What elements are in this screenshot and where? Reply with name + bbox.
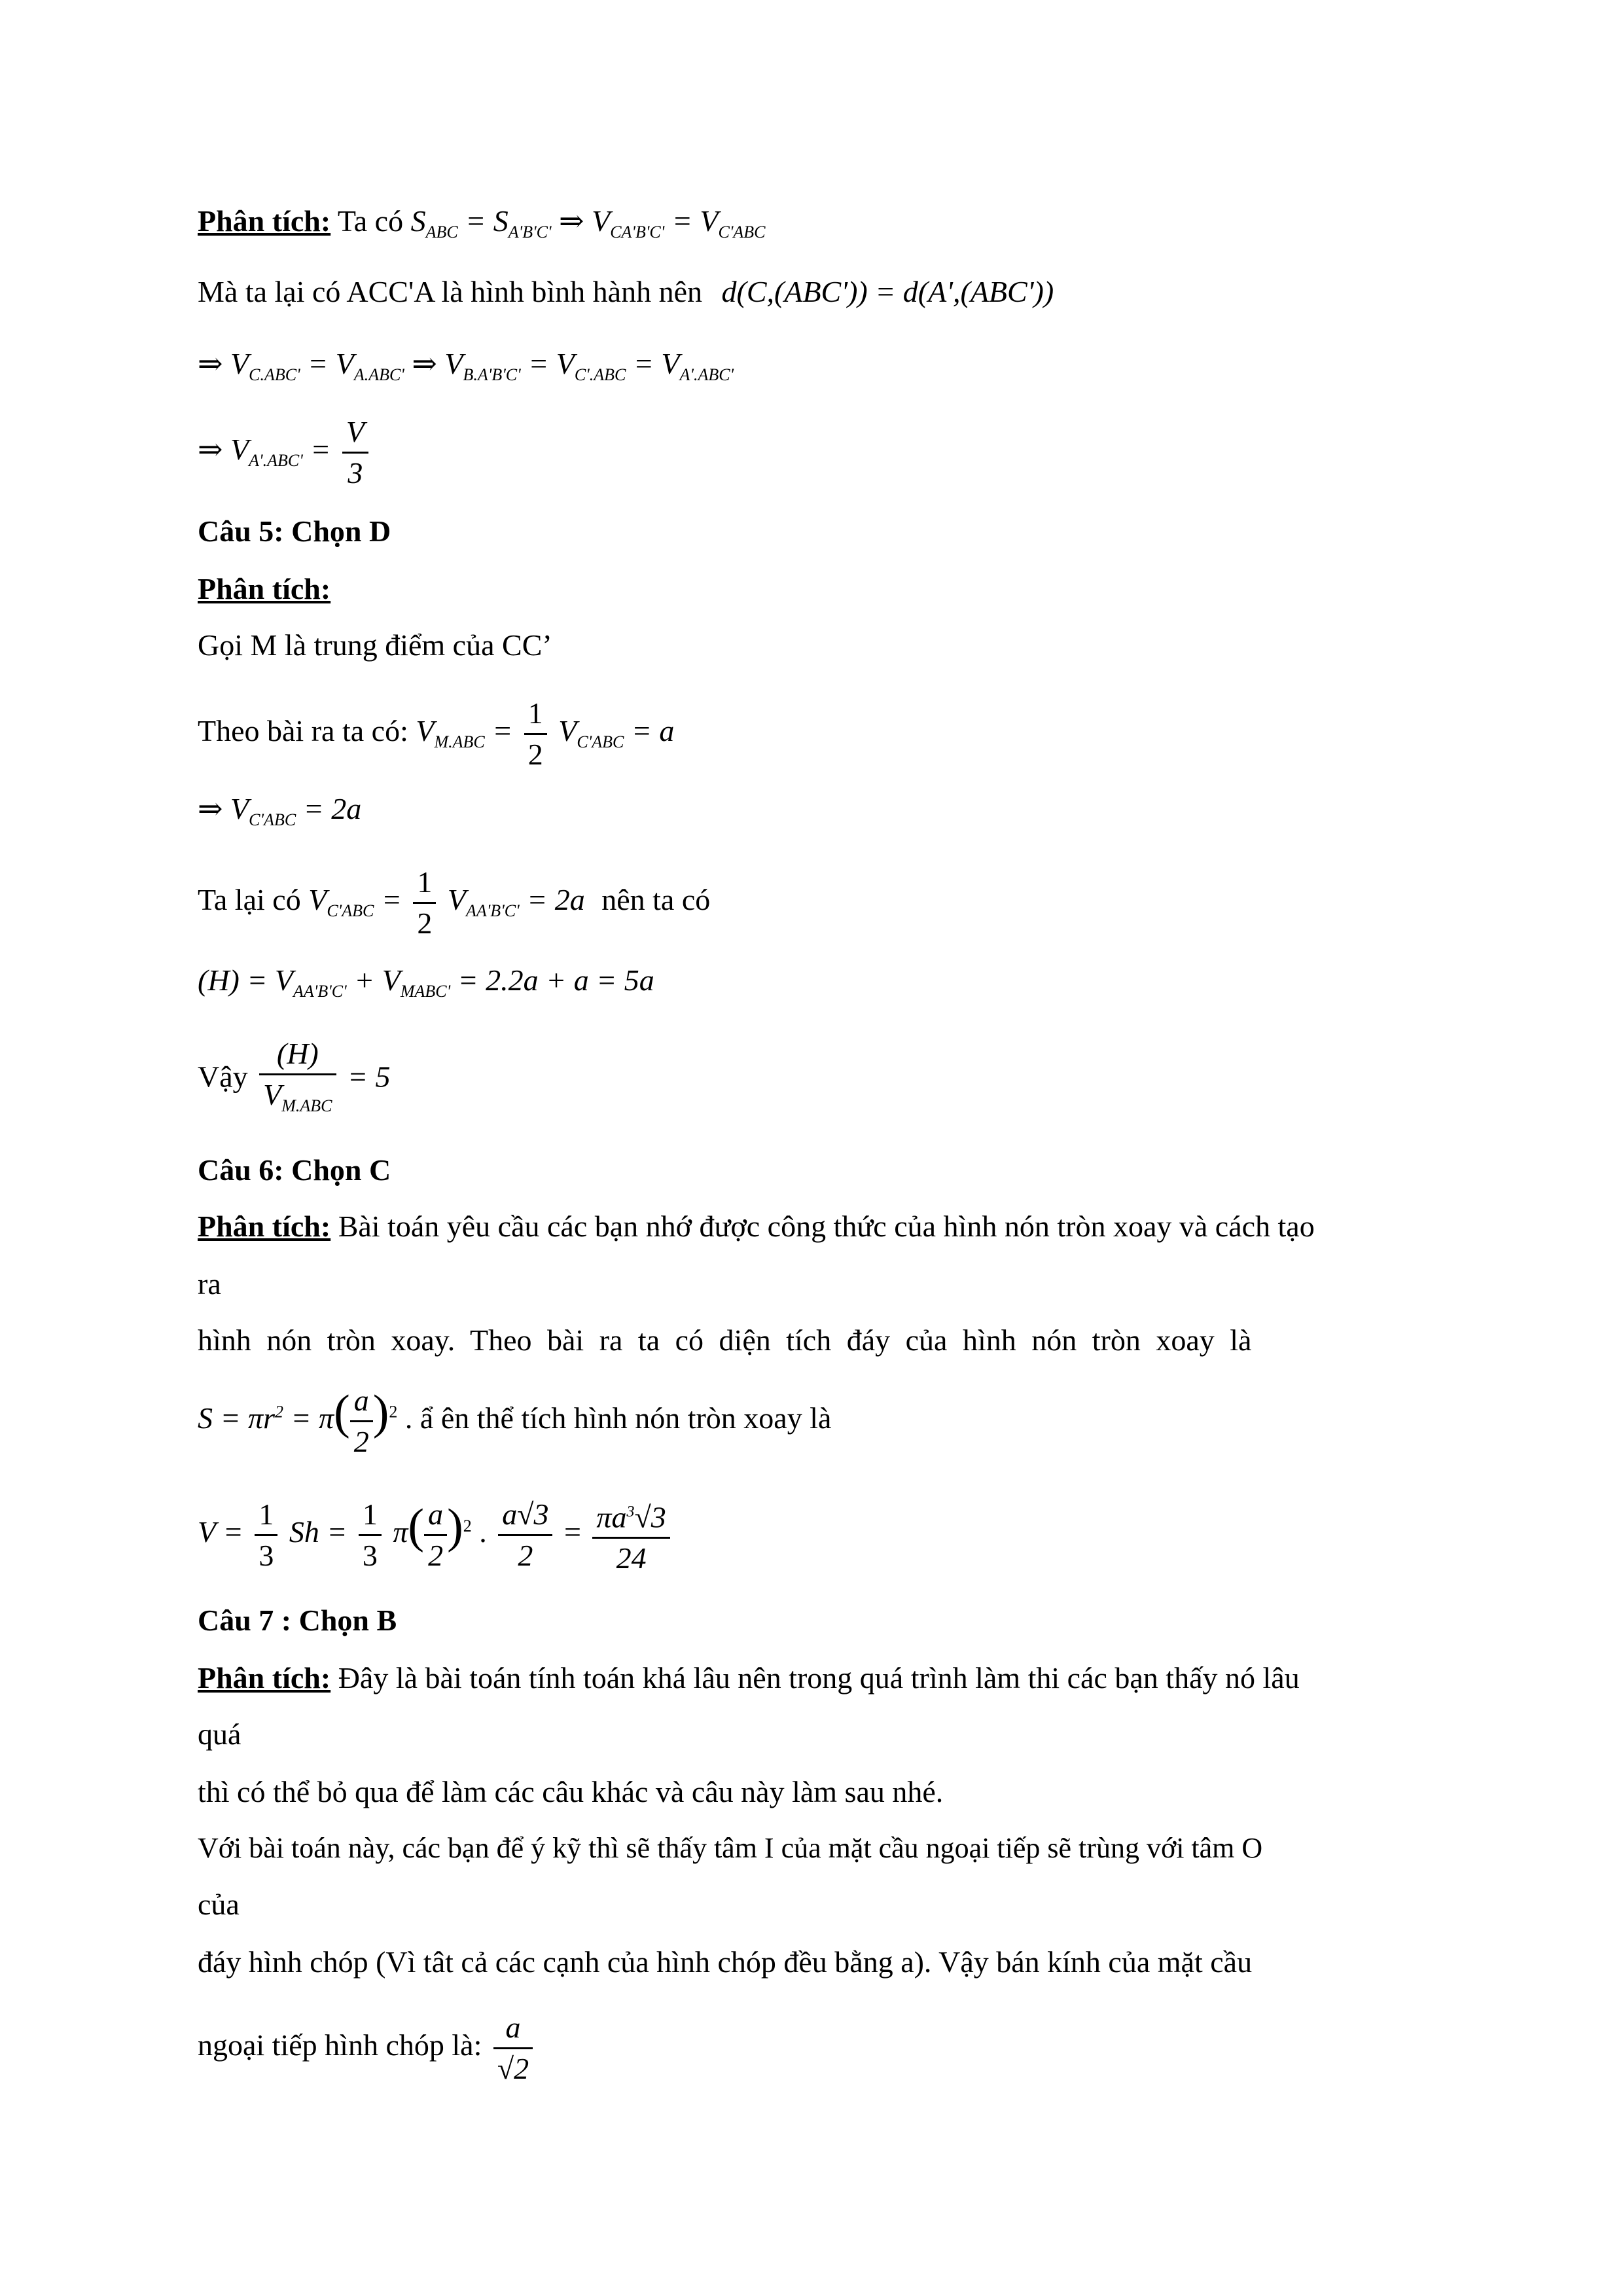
volume-equation-1: ⇒ $V_{C.ABC'} = V_{A.ABC'}$ ⇒ $V_{B.A'B'C'} = V_{C'.ABC} = V_{A'.ABC'}$ (198, 347, 734, 385)
question-7-line-6: đáy hình chóp (Vì tât cả các cạnh của hình chóp đều bằng a). Vậy bán kính của mặt cầu (198, 1945, 1253, 1979)
question-7-line-1 (198, 1660, 1300, 1696)
question-6-line-5: V = $\frac{1}{3}$ Sh = $\frac{1}{3}$ π( $\frac{a}{2}$ )$^2$ . $\frac{a√3}{2}$ = $\frac{\pi a^3√3}{24}$ (198, 1492, 674, 1578)
question-5-line-5: $(H) = V_{AA'B'C'} + V_{MABC'} = 2.2a + a = 5a$ (198, 963, 654, 1001)
question-7-line-7: ngoại tiếp hình chóp là: $\frac{a}{√2}$ (198, 2008, 537, 2089)
question-6-line-3: hình nón tròn xoay. Theo bài ra ta có diện tích đáy của hình nón tròn xoay là (198, 1323, 1252, 1357)
volume-equation-2: ⇒ $V_{A'.ABC'}$ = $\frac{V}{3}$ (198, 412, 372, 493)
question-5-line-3: ⇒ $V_{C'ABC} = 2a$ (198, 792, 362, 830)
question-6-line-2: ra (198, 1267, 221, 1300)
question-5-line-4: Ta lại có $V_{C'ABC}$ = $\frac{1}{2}$ $V_{AA'B'C'} = 2a$ nên ta có (198, 863, 710, 943)
distance-equation: d(C,(ABC')) = d(A',(ABC')) (721, 275, 1054, 308)
question-5-analysis-label: Phân tích: (198, 572, 331, 605)
question-6-line-4: $S = \pi r^2 = \pi$( $\frac{a}{2}$ )$^2$ . ẩ ên thể tích hình nón tròn xoay là (198, 1381, 831, 1462)
analysis-label: Phân tích: (198, 204, 331, 238)
q6-line-1-text: Bài toán yêu cầu các bạn nhớ được công thức của hình nón tròn xoay và cách tạo (338, 1210, 1315, 1243)
parallelogram-text: Mà ta lại có ACC'A là hình bình hành nên (198, 275, 703, 308)
question-7-line-3: thì có thể bỏ qua để làm các câu khác và câu này làm sau nhé. (198, 1775, 944, 1808)
question-6-title: Câu 6: Chọn C (198, 1153, 391, 1187)
equation-area: $S_{ABC} = S_{A'B'C'}$ ⇒ $V_{CA'B'C'} = V_{C'ABC}$ (410, 204, 766, 242)
q5-line-2-text: Theo bài ra ta có: (198, 714, 408, 748)
parallelogram-line (198, 274, 1054, 310)
q6-analysis-label: Phân tích: (198, 1210, 331, 1243)
q6-line-4-text: . ẩ ên thể tích hình nón tròn xoay là (404, 1401, 832, 1435)
question-5-line-6: Vậy $\frac{(H)}{V_{M.ABC}}$ = 5 (198, 1034, 391, 1126)
q7-analysis-label: Phân tích: (198, 1661, 331, 1695)
analysis-text: Ta có (337, 204, 404, 238)
question-7-title: Câu 7 : Chọn B (198, 1604, 397, 1637)
question-6-line-1 (198, 1208, 1315, 1245)
question-7-line-4: Với bài toán này, các bạn để ý kỹ thì sẽ thấy tâm I của mặt cầu ngoại tiếp sẽ trùng với tâm O (198, 1832, 1263, 1864)
q5-line-4-text: Ta lại có (198, 883, 301, 917)
q5-line-6-text: Vậy (198, 1060, 248, 1094)
q7-line-1-text: Đây là bài toán tính toán khá lâu nên trong quá trình làm thi các bạn thấy nó lâu (338, 1661, 1300, 1695)
question-5-line-2: Theo bài ra ta có: $V_{M.ABC}$ = $\frac{1}{2}$ $V_{C'ABC} = a$ (198, 694, 674, 774)
analysis-line-1 (198, 203, 766, 251)
q5-line-4-tail: nên ta có (601, 883, 711, 917)
q7-line-7-text: ngoại tiếp hình chóp là: (198, 2028, 482, 2062)
question-5-line-1: Gọi M là trung điểm của CC’ (198, 628, 552, 662)
question-5-title: Câu 5: Chọn D (198, 514, 391, 548)
question-7-line-2: quá (198, 1717, 241, 1751)
question-7-line-5: của (198, 1888, 240, 1921)
